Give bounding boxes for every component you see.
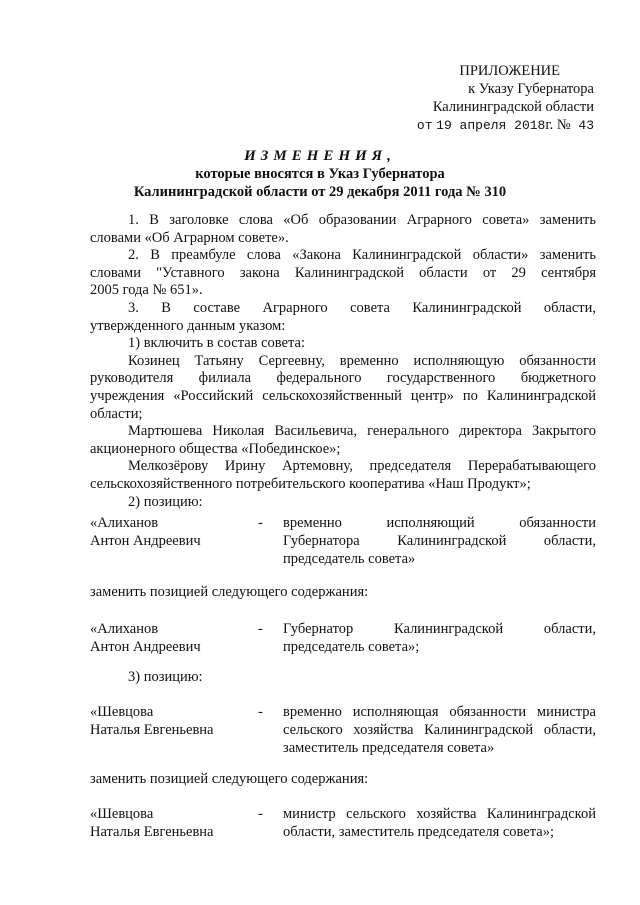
appendix-header — [417, 62, 594, 135]
subitem-3: 3) позицию: — [128, 669, 203, 685]
position-name — [90, 514, 260, 550]
item-1-line-1: 1. В заголовке слова «Об образовании Аграрного совета» заменить — [128, 212, 596, 228]
position-desc-line-2: Губернатора Калининградской области, — [283, 533, 596, 549]
member-1-line-3: учреждения «Российский сельскохозяйственный центр» по Калининградской — [90, 387, 596, 404]
position-name — [90, 805, 260, 841]
position-name — [90, 620, 260, 656]
item-2-line-2: словами "Уставного закона Калининградской области от 29 сентября — [90, 264, 596, 281]
position-dash: - — [258, 621, 263, 637]
subitem-2: 2) позицию: — [128, 493, 203, 510]
position-name-line-2: Антон Андреевич — [90, 639, 201, 655]
document-title — [0, 147, 640, 201]
member-3-line-2: сельскохозяйственного потребительского кооператива «Наш Продукт»; — [90, 475, 531, 492]
date-suffix: г. № — [545, 117, 571, 133]
position-desc-line-1: Губернатор Калининградской области, — [283, 621, 596, 637]
position-desc-line-3: председатель совета» — [283, 551, 416, 567]
position-desc-line-2: председатель совета»; — [283, 639, 420, 655]
appendix-title: ПРИЛОЖЕНИЕ — [459, 63, 560, 79]
position-name-line-1: «Алиханов — [90, 621, 159, 637]
position-desc-line-2: сельского хозяйства Калининградской области, — [283, 722, 596, 738]
position-description — [283, 805, 596, 841]
title-decree-ref: Калининградской области от 29 декабря 2011 года № 310 — [133, 184, 507, 200]
item-1-line-2: словами «Об Аграрном совете». — [90, 229, 289, 246]
appendix-region: Калининградской области — [432, 99, 594, 115]
member-melkozerova — [90, 458, 596, 493]
document-body — [90, 212, 596, 511]
member-1-line-2: руководителя филиала федерального государственного бюджетного — [90, 370, 596, 387]
item-3-line-1: 3. В составе Аграрного совета Калининградской области, — [128, 299, 596, 316]
position-desc-line-1: временно исполняющий обязанности — [283, 515, 596, 531]
item-2-line-1: 2. В преамбуле слова «Закона Калининградской области» заменить — [128, 247, 596, 264]
position-description — [283, 620, 596, 656]
member-kozinets — [90, 353, 596, 423]
date-prefix: от — [416, 118, 433, 133]
item-2 — [90, 247, 596, 300]
appendix-date-line — [417, 116, 594, 135]
member-martyushev — [90, 423, 596, 458]
position-name-line-1: «Шевцова — [90, 704, 154, 720]
item-3-line-2: утвержденного данным указом: — [90, 317, 286, 334]
position-name — [90, 703, 260, 739]
position-dash: - — [258, 515, 263, 531]
member-1-line-4: области; — [90, 405, 143, 422]
member-2-line-1: Мартюшева Николая Васильевича, генерального директора Закрытого — [128, 423, 596, 440]
position-description — [283, 703, 596, 757]
item-1 — [90, 212, 596, 247]
member-2-line-2: акционерного общества «Побединское»; — [90, 440, 341, 457]
item-3 — [90, 300, 596, 335]
position-desc-line-2: области, заместитель председателя совета»; — [283, 824, 554, 840]
replace-with-text-2: заменить позицией следующего содержания: — [90, 771, 369, 787]
title-subtitle: которые вносятся в Указ Губернатора — [195, 166, 445, 182]
position-name-line-1: «Шевцова — [90, 806, 154, 822]
position-name-line-2: Антон Андреевич — [90, 533, 201, 549]
position-dash: - — [258, 704, 263, 720]
date-value: 19 апреля 2018 — [436, 118, 546, 133]
position-desc-line-3: заместитель председателя совета» — [283, 740, 495, 756]
position-description — [283, 514, 596, 568]
title-changes: ИЗМЕНЕНИЯ, — [244, 148, 396, 164]
appendix-to-decree: к Указу Губернатора — [468, 81, 594, 97]
position-desc-line-1: временно исполняющая обязанности министра — [283, 704, 596, 720]
subitem-1: 1) включить в состав совета: — [128, 335, 305, 352]
position-name-line-2: Наталья Евгеньевна — [90, 824, 214, 840]
item-2-line-3: 2005 года № 651». — [90, 282, 203, 299]
position-name-line-1: «Алиханов — [90, 515, 159, 531]
member-3-line-1: Мелкозёрову Ирину Артемовну, председателя Перерабатывающего — [128, 458, 596, 475]
position-name-line-2: Наталья Евгеньевна — [90, 722, 214, 738]
decree-number: 43 — [578, 118, 594, 133]
replace-with-text-1: заменить позицией следующего содержания: — [90, 584, 369, 600]
position-dash: - — [258, 806, 263, 822]
position-desc-line-1: министр сельского хозяйства Калининградской — [283, 806, 596, 822]
member-1-line-1: Козинец Татьяну Сергеевну, временно исполняющую обязанности — [128, 352, 596, 369]
